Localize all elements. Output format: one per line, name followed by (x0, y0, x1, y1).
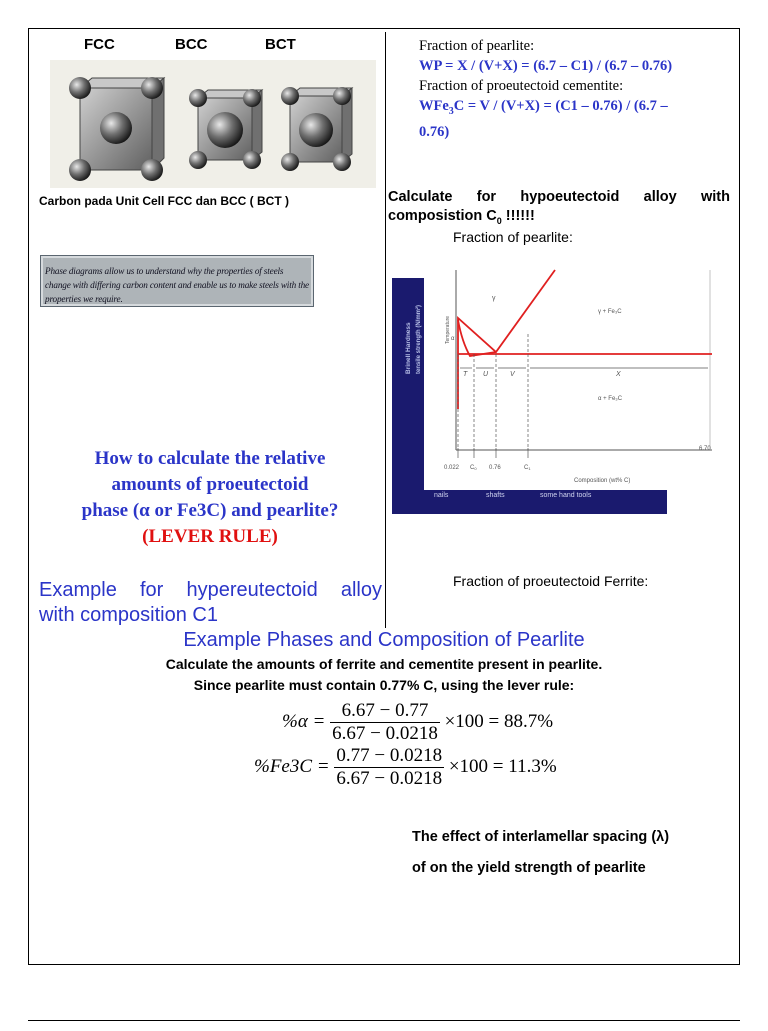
lever-x: X (616, 371, 621, 378)
eq2-rhs: ×100 = 11.3% (448, 755, 557, 777)
hypereutectoid-example (39, 578, 382, 628)
lamellar-line2: of on the yield strength of pearlite (412, 860, 646, 876)
diagram-background (424, 264, 667, 490)
ferrite-equation (282, 700, 553, 745)
phase-diagram-note: Phase diagrams allow us to understand why the properties of steels change with differing carbon content and enable us to make steels with the properties we require. (40, 255, 314, 307)
tick-0-76: 0.76 (489, 465, 501, 471)
wp-formula: WP = X / (V+X) = (6.7 – C1) / (6.7 – 0.76) (419, 58, 673, 74)
eq2-numerator: 0.77 − 0.0218 (336, 745, 443, 766)
gamma-fe3c-region: γ + Fe₃C (598, 309, 622, 315)
pearlite-example-title: Example Phases and Composition of Pearlite (183, 629, 585, 651)
hypo-line: composistion $C_0$ !!!!!! (388, 208, 535, 226)
eq1-numerator: 6.67 − 0.77 (330, 700, 440, 723)
tick-c0: C0 (470, 465, 477, 471)
next-page-edge (28, 1020, 740, 1031)
bct-label: BCT (265, 36, 296, 53)
cementite-fraction-label: Fraction of proeutectoid cementite: (419, 78, 624, 94)
eq1-fraction (330, 700, 440, 745)
pearlite-fraction-label: Fraction of pearlite: (419, 38, 535, 54)
hyper-line: Example for hypereutectoid alloy (39, 579, 382, 601)
cementite-equation (254, 745, 557, 790)
question-line: How to calculate the relative (94, 448, 326, 469)
unit-cell-caption: Carbon pada Unit Cell FCC dan BCC ( BCT ) (39, 194, 289, 208)
alpha-region: α (451, 336, 455, 342)
eq1-lhs: %α = (282, 710, 326, 732)
lever-question (40, 446, 380, 550)
pearlite-example-line2: Since pearlite must contain 0.77% C, using the lever rule: (193, 677, 575, 693)
tensile-label: tensile strength (N/mm²) (416, 304, 422, 374)
question-line: phase (α or Fe3C) and pearlite? (81, 500, 339, 521)
lever-formulas (419, 36, 739, 142)
pearlite-example-line1: Calculate the amounts of ferrite and cementite present in pearlite. (165, 656, 603, 672)
bct-cube (281, 87, 352, 171)
bcc-label: BCC (175, 36, 208, 53)
gamma-region: γ (492, 295, 496, 302)
lever-t: T (463, 371, 468, 378)
eq2-lhs: %Fe3C = (254, 755, 330, 777)
use-hand-tools: some hand tools (540, 492, 592, 499)
column-divider (385, 32, 386, 628)
eq1-denominator: 6.67 − 0.0218 (332, 723, 438, 744)
tick-6-70: 6.70 (699, 446, 711, 452)
lamellar-line1: The effect of interlamellar spacing (λ) (412, 829, 670, 845)
temperature-label: Temperature (445, 315, 451, 344)
wfe3c-formula-cont: 0.76) (419, 123, 450, 140)
hypoeutectoid-prompt (388, 188, 730, 231)
fe-c-phase-diagram (392, 264, 711, 514)
tick-0-022: 0.022 (444, 465, 460, 471)
bcc-cube (189, 89, 262, 169)
lever-v: V (510, 371, 515, 378)
ferrite-fraction-label: Fraction of proeutectoid Ferrite: (453, 573, 649, 589)
brinell-label: Brinell Hardness (405, 322, 412, 374)
tick-c1: C1 (524, 465, 531, 471)
eq2-denominator: 6.67 − 0.0218 (336, 768, 443, 789)
question-line: amounts of proeutectoid (111, 474, 309, 495)
unit-cell-image (50, 60, 376, 188)
eq1-rhs: ×100 = 88.7% (444, 710, 554, 732)
lever-u: U (483, 371, 489, 378)
hyper-line: with composition C1 (39, 604, 218, 626)
use-shafts: shafts (486, 492, 505, 499)
wfe3c-formula: WFe$_3$C = V / (V+X) = (C1 – 0.76) / (6.7 – (419, 98, 668, 117)
pearlite-fraction-label-2: Fraction of pearlite: (453, 229, 573, 245)
lever-rule-label: (LEVER RULE) (142, 526, 278, 547)
x-axis-label: Composition (wt% C) (574, 478, 631, 484)
fcc-cube (69, 77, 164, 181)
alpha-fe3c-region: α + Fe₃C (598, 396, 623, 402)
eq2-fraction (334, 745, 444, 790)
fcc-label: FCC (84, 36, 115, 53)
hypo-line: Calculate for hypoeutectoid alloy with (388, 189, 730, 205)
use-nails: nails (434, 492, 449, 499)
